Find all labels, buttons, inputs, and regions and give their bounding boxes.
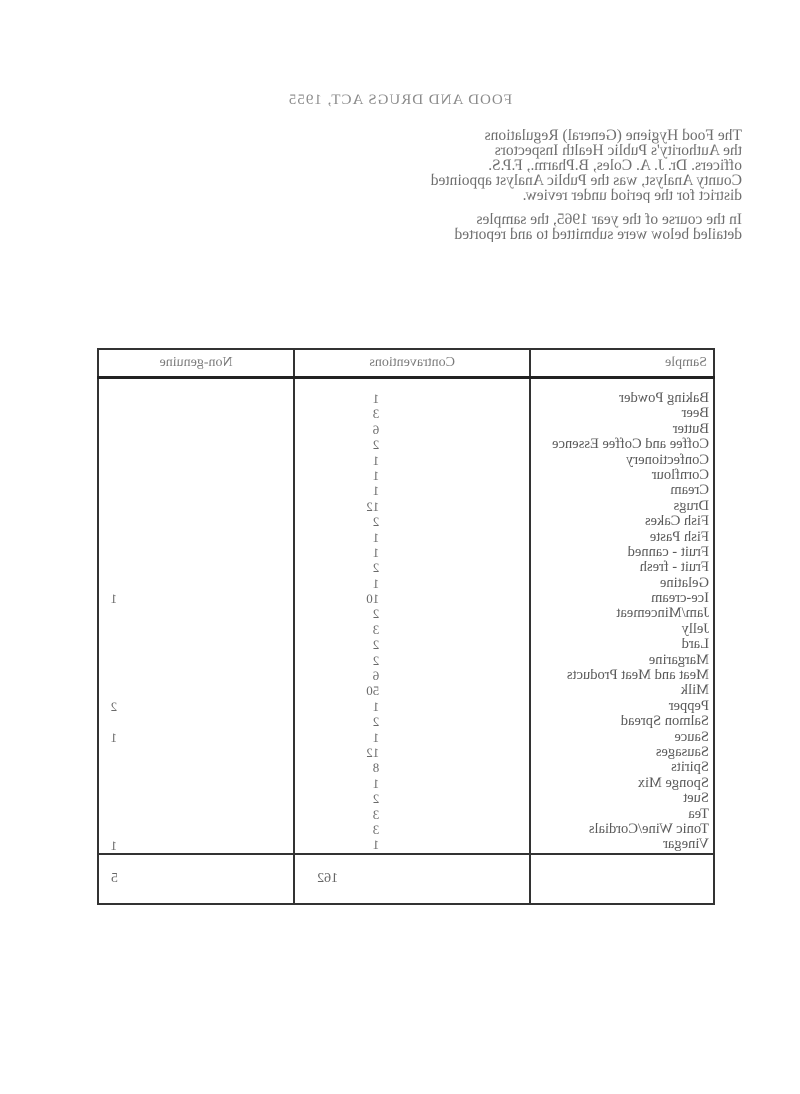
paragraph-samples-intro	[27, 212, 742, 242]
table-row-sample: Lard	[681, 636, 709, 653]
table-row-contraventions: 12	[366, 498, 380, 514]
table-row-contraventions: 1	[372, 452, 380, 468]
table-row-sample: Pepper	[668, 697, 709, 714]
table-row-sample: Vinegar	[663, 836, 709, 853]
paragraph-line: the Authority's Public Health Inspectors	[494, 142, 742, 159]
table-row-sample: Butter	[672, 420, 709, 437]
non-genuine-value: 1	[110, 591, 118, 607]
paragraph-regulations	[27, 128, 742, 203]
table-row-contraventions: 6	[372, 668, 380, 684]
table-row-contraventions: 2	[372, 714, 380, 730]
table-row-contraventions: 8	[372, 760, 380, 776]
table-row-contraventions: 3	[372, 806, 380, 822]
samples-table	[97, 348, 715, 905]
table-row-contraventions: 2	[372, 637, 380, 653]
table-row-sample: Tonic Wine/Cordials	[588, 820, 709, 837]
total-contraventions: 162	[294, 854, 530, 904]
table-row-sample: Fruit - fresh	[639, 559, 709, 576]
total-non-genuine: 5	[98, 854, 294, 904]
table-row-contraventions: 1	[372, 483, 380, 499]
table-row-sample: Fish Cakes	[644, 513, 709, 530]
table-row-contraventions: 2	[372, 791, 380, 807]
table-row-contraventions: 1	[372, 729, 380, 745]
table-row-sample: Baking Powder	[619, 390, 709, 406]
table-row-contraventions: 3	[372, 621, 380, 637]
table-row-sample: Drugs	[673, 497, 709, 514]
paragraph-line: detailed below were submitted to and reported	[454, 226, 742, 242]
table-row-contraventions: 2	[372, 437, 380, 453]
table-row-sample: Beer	[681, 405, 709, 422]
header-sample: Sample	[530, 349, 714, 378]
table-row-sample: Suet	[683, 790, 709, 807]
table-row-sample: Coffee and Coffee Essence	[552, 436, 709, 453]
contraventions-column	[294, 378, 530, 854]
table-row-sample: Meat and Meat Products	[566, 667, 709, 684]
total-sample-cell	[530, 854, 714, 904]
sample-column	[530, 378, 714, 854]
paragraph-line: The Food Hygiene (General) Regulations	[484, 128, 742, 144]
table-row-contraventions: 1	[372, 391, 380, 406]
table-row-contraventions: 3	[372, 821, 380, 837]
table-row-contraventions: 50	[366, 683, 380, 699]
table-row-sample: Sausages	[655, 743, 709, 760]
table-row-sample: Cornflour	[651, 466, 709, 483]
table-row-contraventions: 10	[366, 591, 380, 607]
table-row-contraventions: 1	[372, 698, 380, 714]
non-genuine-value: 1	[110, 837, 118, 853]
paragraph-line: County Analyst, was the Public Analyst appointed	[430, 172, 742, 189]
table-row-sample: Milk	[680, 682, 709, 699]
table-row-contraventions: 12	[366, 744, 380, 760]
table-row-sample: Fruit - canned	[627, 543, 709, 560]
table-row-contraventions: 1	[372, 575, 380, 591]
table-row-sample: Tea	[688, 805, 709, 822]
table-row-sample: Jam/Mincemeat	[616, 605, 709, 622]
table-row-contraventions: 2	[372, 652, 380, 668]
table-row-sample: Margarine	[648, 651, 709, 668]
non-genuine-value: 2	[110, 699, 118, 714]
table-row-contraventions: 2	[372, 514, 380, 530]
header-contraventions: Contraventions	[294, 349, 530, 378]
table-row-sample: Confectionery	[626, 451, 709, 468]
table-row-contraventions: 1	[372, 544, 380, 560]
table-row-sample: Gelatine	[659, 574, 709, 591]
non-genuine-column	[98, 378, 294, 854]
table-row-sample: Spirits	[671, 759, 709, 776]
table-row-contraventions: 6	[372, 421, 380, 437]
table-row-contraventions: 1	[372, 529, 380, 545]
table-row-sample: Cream	[670, 482, 709, 499]
paragraph-line: district for the period under review.	[522, 187, 742, 203]
non-genuine-value: 1	[110, 729, 118, 745]
table-row-sample: Jelly	[681, 620, 709, 637]
table-row-contraventions: 1	[372, 467, 380, 483]
table-row-sample: Ice-cream	[651, 590, 709, 607]
header-non-genuine: Non-genuine	[98, 349, 294, 378]
table-row-sample: Salmon Spread	[620, 713, 709, 730]
table-row-sample: Sponge Mix	[637, 774, 709, 791]
table-row-contraventions: 3	[372, 406, 380, 422]
table-row-contraventions: 2	[372, 606, 380, 622]
table-row-contraventions: 1	[372, 775, 380, 791]
table-row-sample: Sauce	[674, 728, 709, 745]
paragraph-line: officers. Dr. J. A. Coles, B.Pharm., F.P.S.	[488, 157, 742, 174]
table-row-contraventions: 2	[372, 560, 380, 576]
table-row-sample: Fish Paste	[649, 528, 709, 545]
paragraph-line: In the course of the year 1965, the samples	[476, 212, 742, 228]
table-row-contraventions: 1	[372, 837, 380, 853]
page-header: FOOD AND DRUGS ACT, 1955	[287, 92, 513, 108]
